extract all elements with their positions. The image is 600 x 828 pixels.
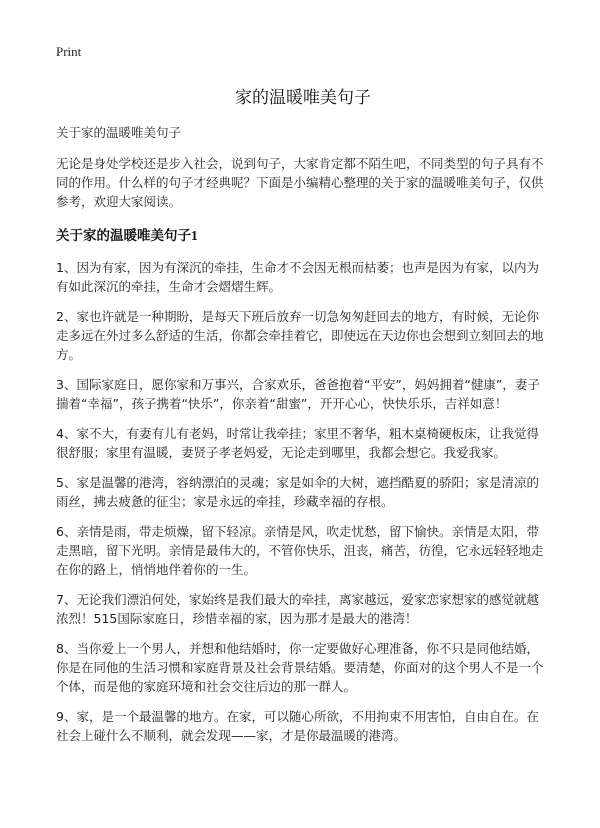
list-item: 1、因为有家，因为有深沉的牵挂，生命才不会因无根而枯萎；也声是因为有家，以内为有如此深沉的牵挂，生命才会熠熠生辉。 [56, 260, 539, 294]
section-heading: 关于家的温暖唯美句子1 [56, 228, 198, 243]
list-item: 2、家也许就是一种期盼，是每天下班后放弃一切急匆匆赶回去的地方，有时候，无论你走多远在外过多么舒适的生活，你都会牵挂着它，即使远在天边你也会想到立刻回去的地方。 [56, 309, 544, 362]
article-subtitle: 关于家的温暖唯美句子 [56, 125, 182, 140]
page-title: 家的温暖唯美句子 [235, 88, 371, 108]
list-item: 3、国际家庭日，愿你家和万事兴，合家欢乐，爸爸抱着“平安”，妈妈拥着“健康”，妻子揣着“幸福”，孩子携着“快乐”，你亲着“甜蜜”，开开心心，快快乐乐，吉祥如意！ [56, 377, 540, 411]
list-item: 8、当你爱上一个男人，并想和他结婚时，你一定要做好心理准备，你不只是同他结婚，你是在同他的生活习惯和家庭背景及社会背景结婚。要清楚，你面对的这个男人不是一个个体，而是他的家庭环境和社会交往后边的那一群人。 [56, 641, 544, 694]
list-item: 5、家是温馨的港湾，容纳漂泊的灵魂；家是如伞的大树，遮挡酷夏的骄阳；家是清凉的雨丝，拂去疲惫的征尘；家是永远的牵挂，珍藏幸福的存根。 [56, 475, 539, 509]
list-item: 9、家，是一个最温馨的地方。在家，可以随心所欲，不用拘束不用害怕，自由自在。在社会上碰什么不顺利，就会发现——家，才是你最温暖的港湾。 [56, 709, 539, 743]
list-item: 6、亲情是雨，带走烦燥，留下轻凉。亲情是风，吹走忧愁，留下愉快。亲情是太阳，带走黑暗，留下光明。亲情是最伟大的，不管你快乐，沮丧，痛苦，彷徨，它永远轻轻地走在你的路上，悄悄地伴着你的一生。 [56, 524, 544, 577]
print-link[interactable]: Print [56, 44, 82, 59]
list-item: 7、无论我们漂泊何处，家始终是我们最大的牵挂，离家越远，爱家恋家想家的感觉就越浓烈！515国际家庭日，珍惜幸福的家，因为那才是最大的港湾！ [56, 592, 539, 626]
list-item: 4、家不大，有妻有儿有老妈，时常让我牵挂；家里不奢华，粗木桌椅硬板床，让我觉得很舒服；家里有温暖，妻贤子孝老妈爱，无论走到哪里，我都会想它。我爱我家。 [56, 426, 539, 460]
sentence-list [56, 258, 550, 745]
intro-paragraph: 无论是身处学校还是步入社会，说到句子，大家肯定都不陌生吧，不同类型的句子具有不同的作用。什么样的句子才经典呢？下面是小编精心整理的关于家的温暖唯美句子，仅供参考，欢迎大家阅读。 [56, 156, 544, 209]
